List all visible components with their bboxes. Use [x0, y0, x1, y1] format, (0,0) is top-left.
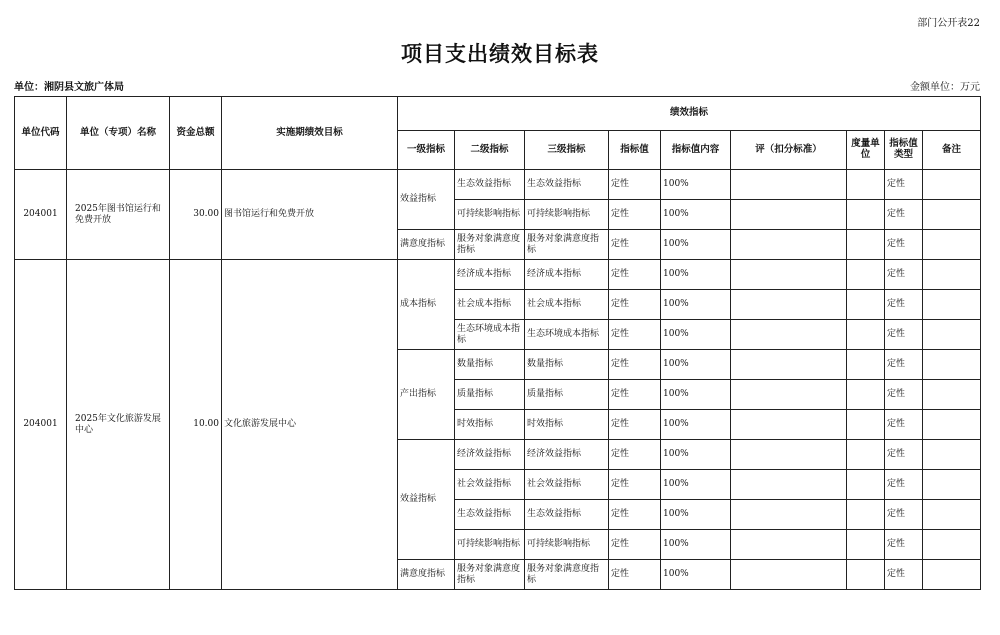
- indicator-value-cell: 定性: [609, 380, 661, 410]
- value-type-cell: 定性: [885, 500, 923, 530]
- unit-label: 单位：湘阴县文旅广体局: [14, 82, 124, 93]
- indicator-value-cell: 定性: [609, 290, 661, 320]
- goal-cell: 文化旅游发展中心: [222, 260, 398, 590]
- l1-indicator-cell: 成本指标: [398, 260, 455, 350]
- remark-cell: [923, 350, 981, 380]
- l3-indicator-cell: 经济效益指标: [525, 440, 609, 470]
- l3-indicator-cell: 生态效益指标: [525, 170, 609, 200]
- form-tag: 部门公开表22: [917, 18, 980, 29]
- unit-code-cell: 204001: [15, 170, 67, 260]
- measure-unit-cell: [847, 500, 885, 530]
- l2-indicator-cell: 经济效益指标: [455, 440, 525, 470]
- measure-unit-cell: [847, 170, 885, 200]
- table-row: [15, 170, 981, 200]
- value-type-cell: 定性: [885, 470, 923, 500]
- eval-cell: [731, 230, 847, 260]
- value-content-cell: 100%: [661, 350, 731, 380]
- remark-cell: [923, 410, 981, 440]
- performance-table: [14, 96, 981, 590]
- header-eval: 评（扣分标准）: [731, 131, 847, 170]
- header-content: 指标值内容: [661, 131, 731, 170]
- header-perf: 绩效指标: [398, 97, 981, 131]
- indicator-value-cell: 定性: [609, 320, 661, 350]
- value-content-cell: 100%: [661, 230, 731, 260]
- l3-indicator-cell: 服务对象满意度指标: [525, 230, 609, 260]
- eval-cell: [731, 200, 847, 230]
- measure-unit-cell: [847, 380, 885, 410]
- fund-total-cell: 10.00: [170, 260, 222, 590]
- project-name-cell: 2025年文化旅游发展中心: [67, 260, 170, 590]
- table-body: [15, 170, 981, 590]
- remark-cell: [923, 560, 981, 590]
- measure-unit-cell: [847, 350, 885, 380]
- eval-cell: [731, 380, 847, 410]
- eval-cell: [731, 350, 847, 380]
- value-type-cell: 定性: [885, 350, 923, 380]
- table-row: [15, 260, 981, 290]
- l2-indicator-cell: 经济成本指标: [455, 260, 525, 290]
- measure-unit-cell: [847, 320, 885, 350]
- l1-indicator-cell: 满意度指标: [398, 560, 455, 590]
- l2-indicator-cell: 生态效益指标: [455, 170, 525, 200]
- value-content-cell: 100%: [661, 380, 731, 410]
- l3-indicator-cell: 质量指标: [525, 380, 609, 410]
- header-code: 单位代码: [15, 97, 67, 170]
- eval-cell: [731, 470, 847, 500]
- indicator-value-cell: 定性: [609, 200, 661, 230]
- l2-indicator-cell: 质量指标: [455, 380, 525, 410]
- indicator-value-cell: 定性: [609, 230, 661, 260]
- remark-cell: [923, 440, 981, 470]
- measure-unit-cell: [847, 530, 885, 560]
- l3-indicator-cell: 可持续影响指标: [525, 530, 609, 560]
- value-type-cell: 定性: [885, 170, 923, 200]
- value-content-cell: 100%: [661, 200, 731, 230]
- measure-unit-cell: [847, 200, 885, 230]
- remark-cell: [923, 530, 981, 560]
- value-content-cell: 100%: [661, 560, 731, 590]
- l2-indicator-cell: 服务对象满意度指标: [455, 230, 525, 260]
- indicator-value-cell: 定性: [609, 530, 661, 560]
- value-type-cell: 定性: [885, 560, 923, 590]
- l3-indicator-cell: 时效指标: [525, 410, 609, 440]
- value-content-cell: 100%: [661, 320, 731, 350]
- header-name: 单位（专项）名称: [67, 97, 170, 170]
- eval-cell: [731, 530, 847, 560]
- l2-indicator-cell: 服务对象满意度指标: [455, 560, 525, 590]
- measure-unit-cell: [847, 440, 885, 470]
- amount-unit-label: 金额单位：万元: [910, 82, 980, 93]
- measure-unit-cell: [847, 470, 885, 500]
- l3-indicator-cell: 服务对象满意度指标: [525, 560, 609, 590]
- l1-indicator-cell: 满意度指标: [398, 230, 455, 260]
- value-type-cell: 定性: [885, 320, 923, 350]
- l3-indicator-cell: 社会效益指标: [525, 470, 609, 500]
- indicator-value-cell: 定性: [609, 470, 661, 500]
- project-name-cell: 2025年图书馆运行和免费开放: [67, 170, 170, 260]
- remark-cell: [923, 260, 981, 290]
- l2-indicator-cell: 社会成本指标: [455, 290, 525, 320]
- l1-indicator-cell: 产出指标: [398, 350, 455, 440]
- value-type-cell: 定性: [885, 440, 923, 470]
- fund-total-cell: 30.00: [170, 170, 222, 260]
- header-l2: 二级指标: [455, 131, 525, 170]
- indicator-value-cell: 定性: [609, 560, 661, 590]
- l1-indicator-cell: 效益指标: [398, 170, 455, 230]
- l3-indicator-cell: 经济成本指标: [525, 260, 609, 290]
- remark-cell: [923, 290, 981, 320]
- value-content-cell: 100%: [661, 470, 731, 500]
- header-measure: 度量单位: [847, 131, 885, 170]
- goal-cell: 图书馆运行和免费开放: [222, 170, 398, 260]
- indicator-value-cell: 定性: [609, 440, 661, 470]
- indicator-value-cell: 定性: [609, 350, 661, 380]
- eval-cell: [731, 290, 847, 320]
- header-vtype: 指标值类型: [885, 131, 923, 170]
- indicator-value-cell: 定性: [609, 170, 661, 200]
- eval-cell: [731, 500, 847, 530]
- remark-cell: [923, 230, 981, 260]
- unit-code-cell: 204001: [15, 260, 67, 590]
- value-type-cell: 定性: [885, 230, 923, 260]
- measure-unit-cell: [847, 410, 885, 440]
- value-type-cell: 定性: [885, 380, 923, 410]
- indicator-value-cell: 定性: [609, 410, 661, 440]
- l2-indicator-cell: 生态效益指标: [455, 500, 525, 530]
- value-content-cell: 100%: [661, 290, 731, 320]
- indicator-value-cell: 定性: [609, 260, 661, 290]
- l2-indicator-cell: 可持续影响指标: [455, 530, 525, 560]
- eval-cell: [731, 320, 847, 350]
- l2-indicator-cell: 时效指标: [455, 410, 525, 440]
- l3-indicator-cell: 可持续影响指标: [525, 200, 609, 230]
- value-type-cell: 定性: [885, 260, 923, 290]
- eval-cell: [731, 410, 847, 440]
- table-header: [15, 97, 981, 170]
- measure-unit-cell: [847, 290, 885, 320]
- eval-cell: [731, 260, 847, 290]
- remark-cell: [923, 500, 981, 530]
- l3-indicator-cell: 生态环境成本指标: [525, 320, 609, 350]
- header-goal: 实施期绩效目标: [222, 97, 398, 170]
- header-l1: 一级指标: [398, 131, 455, 170]
- value-content-cell: 100%: [661, 410, 731, 440]
- header-remark: 备注: [923, 131, 981, 170]
- l2-indicator-cell: 数量指标: [455, 350, 525, 380]
- value-content-cell: 100%: [661, 530, 731, 560]
- value-content-cell: 100%: [661, 260, 731, 290]
- l1-indicator-cell: 效益指标: [398, 440, 455, 560]
- measure-unit-cell: [847, 260, 885, 290]
- l3-indicator-cell: 生态效益指标: [525, 500, 609, 530]
- l2-indicator-cell: 可持续影响指标: [455, 200, 525, 230]
- value-content-cell: 100%: [661, 170, 731, 200]
- l3-indicator-cell: 社会成本指标: [525, 290, 609, 320]
- value-type-cell: 定性: [885, 530, 923, 560]
- remark-cell: [923, 200, 981, 230]
- measure-unit-cell: [847, 230, 885, 260]
- value-content-cell: 100%: [661, 440, 731, 470]
- l3-indicator-cell: 数量指标: [525, 350, 609, 380]
- value-type-cell: 定性: [885, 290, 923, 320]
- value-type-cell: 定性: [885, 200, 923, 230]
- remark-cell: [923, 170, 981, 200]
- eval-cell: [731, 440, 847, 470]
- header-value: 指标值: [609, 131, 661, 170]
- indicator-value-cell: 定性: [609, 500, 661, 530]
- measure-unit-cell: [847, 560, 885, 590]
- remark-cell: [923, 470, 981, 500]
- page-title: 项目支出绩效目标表: [401, 42, 599, 66]
- eval-cell: [731, 560, 847, 590]
- value-content-cell: 100%: [661, 500, 731, 530]
- header-total: 资金总额: [170, 97, 222, 170]
- remark-cell: [923, 380, 981, 410]
- value-type-cell: 定性: [885, 410, 923, 440]
- remark-cell: [923, 320, 981, 350]
- l2-indicator-cell: 生态环境成本指标: [455, 320, 525, 350]
- header-l3: 三级指标: [525, 131, 609, 170]
- eval-cell: [731, 170, 847, 200]
- l2-indicator-cell: 社会效益指标: [455, 470, 525, 500]
